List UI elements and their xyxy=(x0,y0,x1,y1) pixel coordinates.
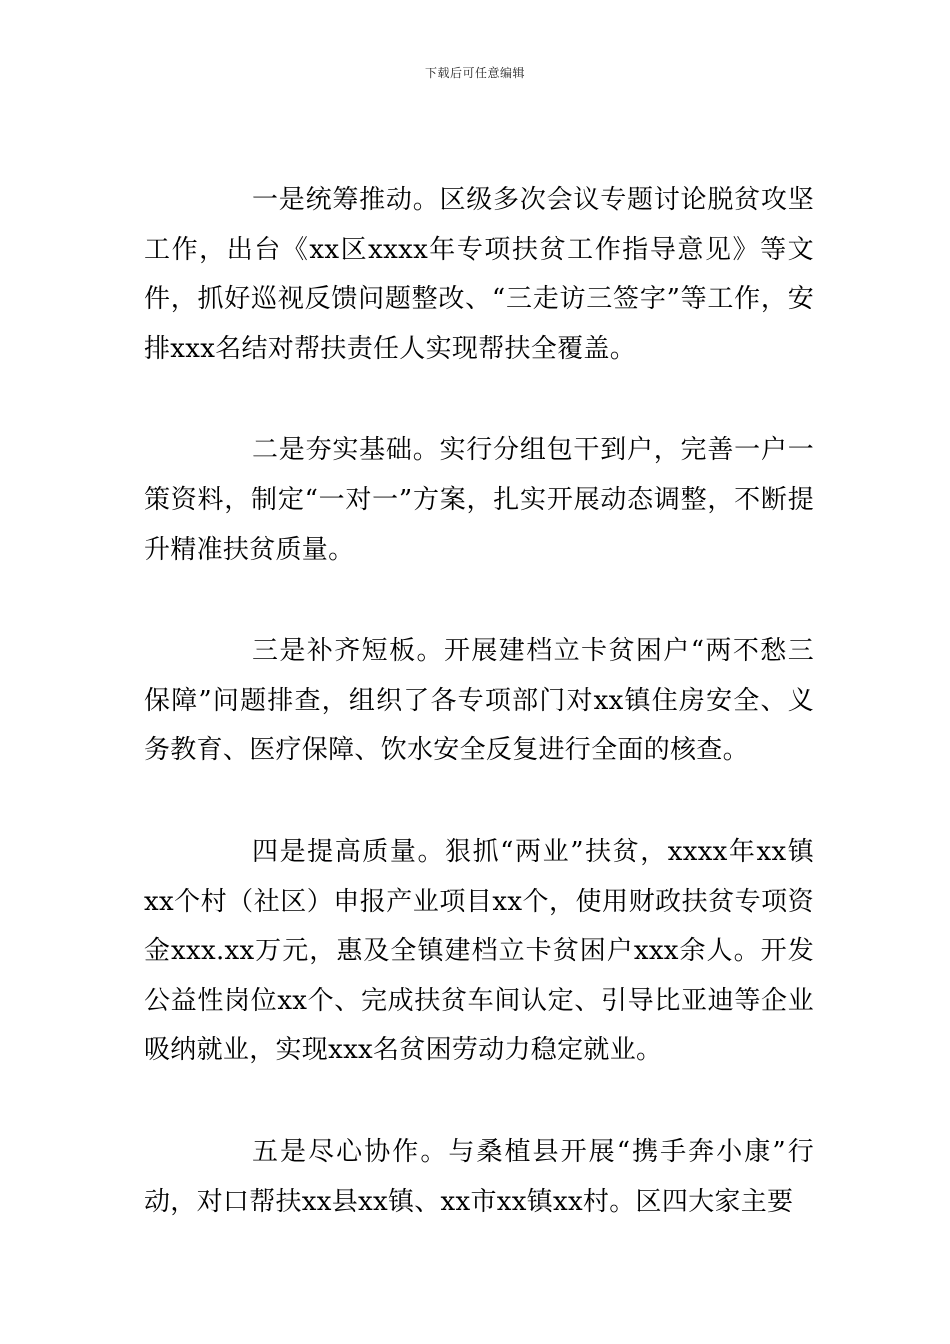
page-header: 下载后可任意编辑 xyxy=(424,66,525,80)
paragraph-quality: 四是提高质量。狠抓“两业”扶贫，xxxx年xx镇xx个村（社区）申报产业项目xx个，使用财政扶贫专项资金xxx.xx万元，惠及全镇建档立卡贫困户xxx余人。开发公益性岗位xx个、完成扶贫车间认定、引导比亚迪等企业吸纳就业，实现xxx名贫困劳动力稳定就业。 xyxy=(144,836,814,1066)
paragraph-shortcomings: 三是补齐短板。开展建档立卡贫困户“两不愁三保障”问题排查，组织了各专项部门对xx镇住房安全、义务教育、医疗保障、饮水安全反复进行全面的核查。 xyxy=(144,636,814,766)
document-body xyxy=(144,176,814,1227)
paragraph-coordination: 一是统筹推动。区级多次会议专题讨论脱贫攻坚工作，出台《xx区xxxx年专项扶贫工作指导意见》等文件，抓好巡视反馈问题整改、“三走访三签字”等工作，安排xxx名结对帮扶责任人实现帮扶全覆盖。 xyxy=(144,185,814,364)
paragraph-foundation: 二是夯实基础。实行分组包干到户，完善一户一策资料，制定“一对一”方案，扎实开展动态调整，不断提升精准扶贫质量。 xyxy=(144,435,814,565)
paragraph-cooperation: 五是尽心协作。与桑植县开展“携手奔小康”行动，对口帮扶xx县xx镇、xx市xx镇xx村。区四大家主要 xyxy=(144,1136,814,1217)
